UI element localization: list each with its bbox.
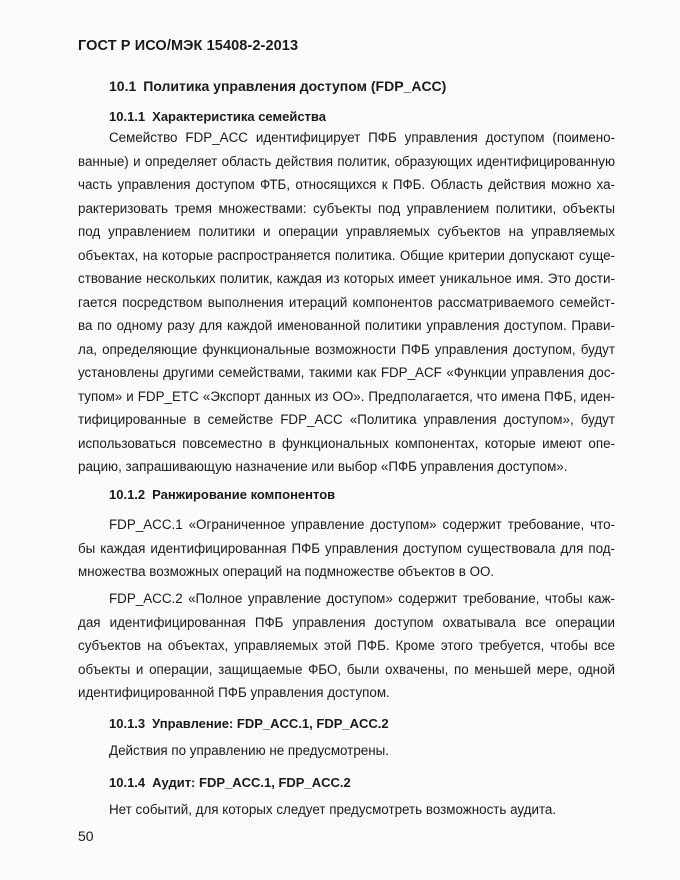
paragraph-family-description: Семейство FDP_ACC идентифицирует ПФБ управления доступом (поимено-ванные) и определяет область действия политик, образующих идентифицированную часть управления доступом ФТБ, относящихся к ПФБ. Область действия можно ха-рактеризовать тремя множествами: субъекты под управлением политики, объекты под управлением политики и операции управляемых субъектов на управляемых объектах, на которые распространяется политика. Общие критерии допускают суще-ствование нескольких политик, каждая из которых имеет уникальное имя. Это дости-гается посредством выполнения итераций компонентов рассматриваемого семейст-ва по одному разу для каждой именованной политики управления доступом. Прави-ла, определяющие функциональные возможности ПФБ управления доступом, будут установлены другими семействами, такими как FDP_ACF «Функции управления дос-тупом» и FDP_ETC «Экспорт данных из ОО». Предполагается, что имена ПФБ, иден-тифицированные в семействе FDP_ACC «Политика управления доступом», будут использоваться повсеместно в функциональных компонентах, которые имеют опе-рацию, запрашивающую назначение или выбор «ПФБ управления доступом». <box>78 130 615 474</box>
paragraph-fdp-acc1: FDP_ACC.1 «Ограниченное управление доступом» содержит требование, что-бы каждая идентифицированная ПФБ управления доступом существовала для под-множества возможных операций на подмножестве объектов в ОО. <box>78 517 615 579</box>
section-heading <box>109 78 446 94</box>
subsection-title: Аудит: FDP_ACC.1, FDP_ACC.2 <box>152 775 351 790</box>
subsection-number: 10.1.4 <box>109 775 146 790</box>
subsection-number: 10.1.2 <box>109 487 146 502</box>
subsection-number: 10.1.1 <box>109 109 146 124</box>
paragraph-fdp-acc2: FDP_ACC.2 «Полное управление доступом» содержит требование, чтобы каж-дая идентифицированная ПФБ управления доступом охватывала все операции субъектов на объектах, управляемых этой ПФБ. Кроме этого требуется, чтобы все объекты и операции, защищаемые ФБО, были охвачены, по меньшей мере, одной идентифицированной ПФБ управления доступом. <box>78 591 615 700</box>
section-number: 10.1 <box>109 78 137 94</box>
subsection-heading-1 <box>109 109 326 124</box>
subsection-title: Ранжирование компонентов <box>152 487 336 502</box>
paragraph-management: Действия по управлению не предусмотрены. <box>109 743 389 758</box>
subsection-heading-2 <box>109 487 335 502</box>
subsection-title: Управление: FDP_ACC.1, FDP_ACC.2 <box>152 716 389 731</box>
document-header: ГОСТ Р ИСО/МЭК 15408-2-2013 <box>78 38 299 54</box>
paragraph-audit: Нет событий, для которых следует предусмотреть возможность аудита. <box>109 802 557 817</box>
subsection-number: 10.1.3 <box>109 716 146 731</box>
subsection-title: Характеристика семейства <box>152 109 326 124</box>
subsection-heading-4 <box>109 775 351 790</box>
section-title: Политика управления доступом (FDP_ACC) <box>143 78 447 94</box>
subsection-heading-3 <box>109 716 389 731</box>
page-number: 50 <box>78 828 94 844</box>
